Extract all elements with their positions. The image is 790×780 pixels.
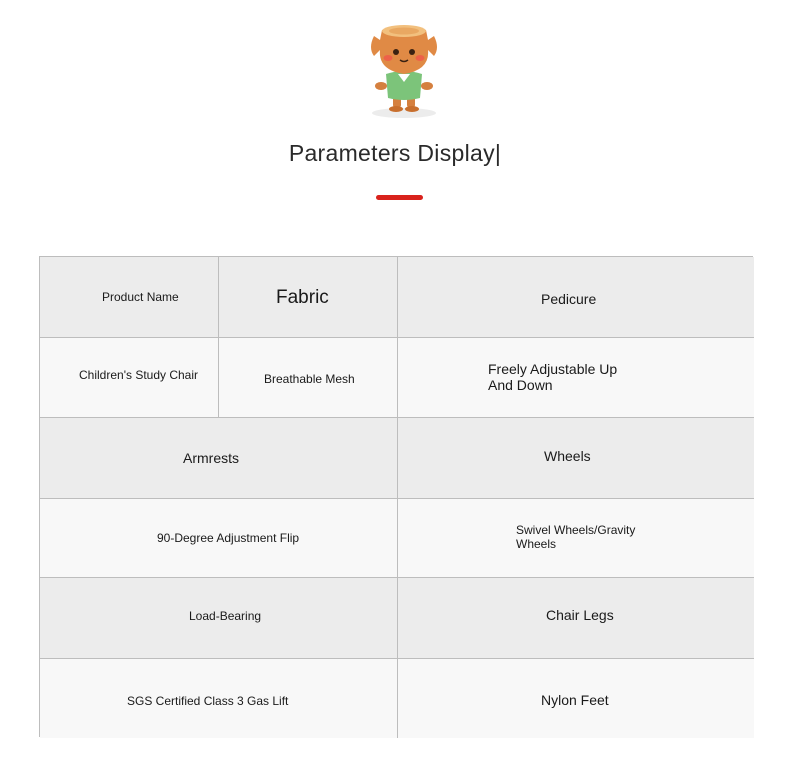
load-bearing-label: Load-Bearing [189, 609, 262, 623]
wheels-label: Wheels [544, 448, 591, 464]
armrests-value: 90-Degree Adjustment Flip [157, 531, 300, 545]
page-title: Parameters Display| [288, 140, 502, 166]
load-bearing-value: SGS Certified Class 3 Gas Lift [127, 694, 289, 708]
wheels-value: Swivel Wheels/Gravity Wheels [516, 523, 636, 551]
title-underline [376, 195, 423, 200]
fabric-value: Breathable Mesh [264, 372, 355, 386]
armrests-label: Armrests [183, 450, 239, 466]
product-name-value: Children's Study Chair [79, 368, 199, 382]
chair-legs-value: Nylon Feet [541, 692, 609, 708]
parameters-table [39, 256, 753, 737]
product-name-label: Product Name [102, 290, 179, 304]
pedicure-label: Pedicure [541, 291, 597, 307]
fabric-label: Fabric [276, 287, 329, 308]
tree-stump-mascot-icon [364, 22, 444, 120]
chair-legs-label: Chair Legs [546, 607, 614, 623]
pedicure-value: Freely Adjustable Up And Down [488, 361, 618, 393]
